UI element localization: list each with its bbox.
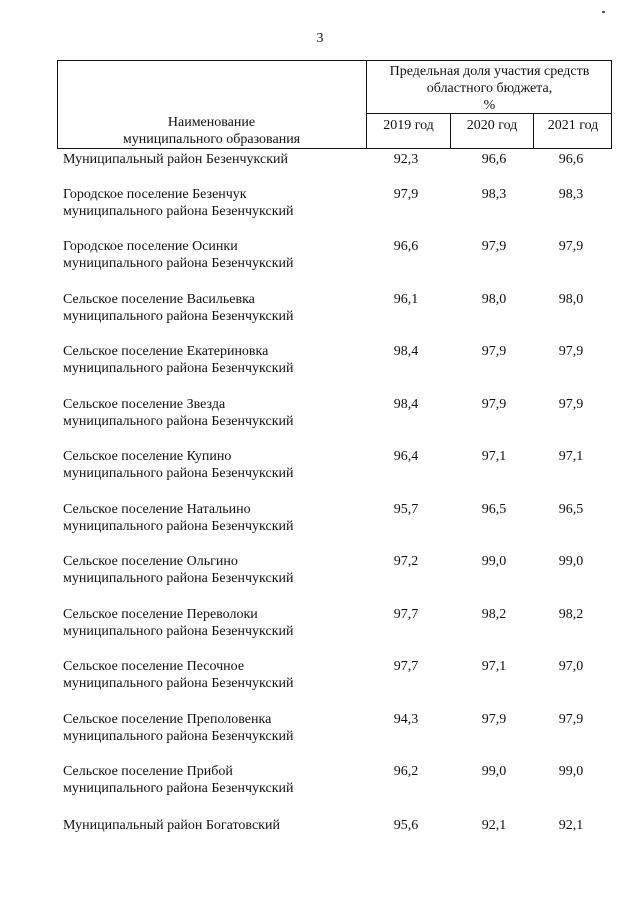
row-name-line1: Городское поселение Безенчук xyxy=(63,187,247,202)
value-2020: 99,0 xyxy=(481,764,507,779)
header-top-border xyxy=(57,60,612,61)
share-column-header xyxy=(367,63,612,114)
share-title-line1: Предельная доля участия средств xyxy=(389,64,590,79)
value-2021: 98,0 xyxy=(558,292,584,307)
share-title-line2: областного бюджета, xyxy=(426,81,553,96)
value-2020: 98,2 xyxy=(481,607,507,622)
row-name-line2: муниципального района Безенчукский xyxy=(63,571,294,586)
row-name-line1: Муниципальный район Богатовский xyxy=(63,818,280,833)
row-name xyxy=(63,501,383,535)
value-2020: 97,9 xyxy=(481,397,507,412)
value-2019: 94,3 xyxy=(393,712,419,727)
value-2019: 96,1 xyxy=(393,292,419,307)
row-name-line1: Сельское поселение Песочное xyxy=(63,659,245,674)
row-name-line2: муниципального района Безенчукский xyxy=(63,519,294,534)
row-name-line1: Сельское поселение Натальино xyxy=(63,502,251,517)
row-name-line1: Сельское поселение Переволоки xyxy=(63,607,258,622)
value-2021: 97,9 xyxy=(558,397,584,412)
row-name xyxy=(63,658,383,692)
value-2019: 96,4 xyxy=(393,449,419,464)
value-2020: 98,0 xyxy=(481,292,507,307)
row-name-line2: муниципального района Безенчукский xyxy=(63,781,294,796)
value-2021: 97,0 xyxy=(558,659,584,674)
row-name-line2: муниципального района Безенчукский xyxy=(63,729,294,744)
value-2021: 96,6 xyxy=(558,152,584,167)
value-2020: 92,1 xyxy=(481,818,507,833)
year-header-2021: 2021 год xyxy=(547,118,599,133)
value-2021: 98,3 xyxy=(558,187,584,202)
row-name xyxy=(63,238,383,272)
row-name xyxy=(63,448,383,482)
name-column-header xyxy=(57,114,366,148)
year-header-2019: 2019 год xyxy=(383,118,434,133)
value-2020: 97,9 xyxy=(481,712,507,727)
value-2019: 97,7 xyxy=(393,659,419,674)
row-name xyxy=(63,151,383,168)
value-2019: 97,7 xyxy=(393,607,419,622)
row-name xyxy=(63,606,383,640)
row-name xyxy=(63,553,383,587)
value-2021: 96,5 xyxy=(558,502,584,517)
row-name-line2: муниципального района Безенчукский xyxy=(63,204,294,219)
value-2020: 98,3 xyxy=(481,187,507,202)
value-2020: 97,1 xyxy=(481,659,507,674)
row-name xyxy=(63,396,383,430)
value-2021: 97,9 xyxy=(558,344,584,359)
value-2019: 96,2 xyxy=(393,764,419,779)
value-2020: 97,9 xyxy=(481,239,507,254)
value-2021: 92,1 xyxy=(558,818,584,833)
row-name xyxy=(63,763,383,797)
value-2021: 97,9 xyxy=(558,712,584,727)
value-2021: 99,0 xyxy=(558,554,584,569)
row-name xyxy=(63,711,383,745)
name-column-header-line2: муниципального образования xyxy=(122,132,301,147)
row-name-line2: муниципального района Безенчукский xyxy=(63,256,294,271)
header-bottom-border xyxy=(57,148,612,149)
row-name-line1: Сельское поселение Екатериновка xyxy=(63,344,269,359)
row-name xyxy=(63,817,383,834)
row-name-line2: муниципального района Безенчукский xyxy=(63,676,294,691)
table-header xyxy=(57,60,612,148)
value-2019: 98,4 xyxy=(393,344,419,359)
scan-mark xyxy=(602,11,605,13)
row-name-line1: Сельское поселение Преполовенка xyxy=(63,712,272,727)
value-2019: 98,4 xyxy=(393,397,419,412)
value-2021: 99,0 xyxy=(558,764,584,779)
row-name-line2: муниципального района Безенчукский xyxy=(63,624,294,639)
value-2019: 97,2 xyxy=(393,554,419,569)
year-header-2020: 2020 год xyxy=(466,118,518,133)
row-name-line2: муниципального района Безенчукский xyxy=(63,361,294,376)
row-name-line1: Сельское поселение Звезда xyxy=(63,397,226,412)
value-2019: 95,6 xyxy=(393,818,419,833)
row-name-line1: Сельское поселение Васильевка xyxy=(63,292,255,307)
row-name-line1: Сельское поселение Ольгино xyxy=(63,554,238,569)
row-name-line2: муниципального района Безенчукский xyxy=(63,309,294,324)
value-2020: 99,0 xyxy=(481,554,507,569)
share-title-line3: % xyxy=(483,98,496,113)
value-2021: 98,2 xyxy=(558,607,584,622)
row-name-line1: Сельское поселение Прибой xyxy=(63,764,233,779)
row-name-line1: Муниципальный район Безенчукский xyxy=(63,152,289,167)
value-2020: 97,9 xyxy=(481,344,507,359)
row-name xyxy=(63,291,383,325)
value-2020: 97,1 xyxy=(481,449,507,464)
value-2020: 96,6 xyxy=(481,152,507,167)
row-name-line1: Городское поселение Осинки xyxy=(63,239,238,254)
name-column-header-line1: Наименование xyxy=(167,115,256,130)
row-name xyxy=(63,343,383,377)
row-name-line1: Сельское поселение Купино xyxy=(63,449,232,464)
value-2021: 97,1 xyxy=(558,449,584,464)
row-name-line2: муниципального района Безенчукский xyxy=(63,414,294,429)
row-name-line2: муниципального района Безенчукский xyxy=(63,466,294,481)
value-2019: 92,3 xyxy=(393,152,419,167)
page-number: 3 xyxy=(316,31,324,46)
row-name xyxy=(63,186,383,220)
value-2019: 97,9 xyxy=(393,187,419,202)
value-2019: 95,7 xyxy=(393,502,419,517)
value-2020: 96,5 xyxy=(481,502,507,517)
value-2019: 96,6 xyxy=(393,239,419,254)
value-2021: 97,9 xyxy=(558,239,584,254)
